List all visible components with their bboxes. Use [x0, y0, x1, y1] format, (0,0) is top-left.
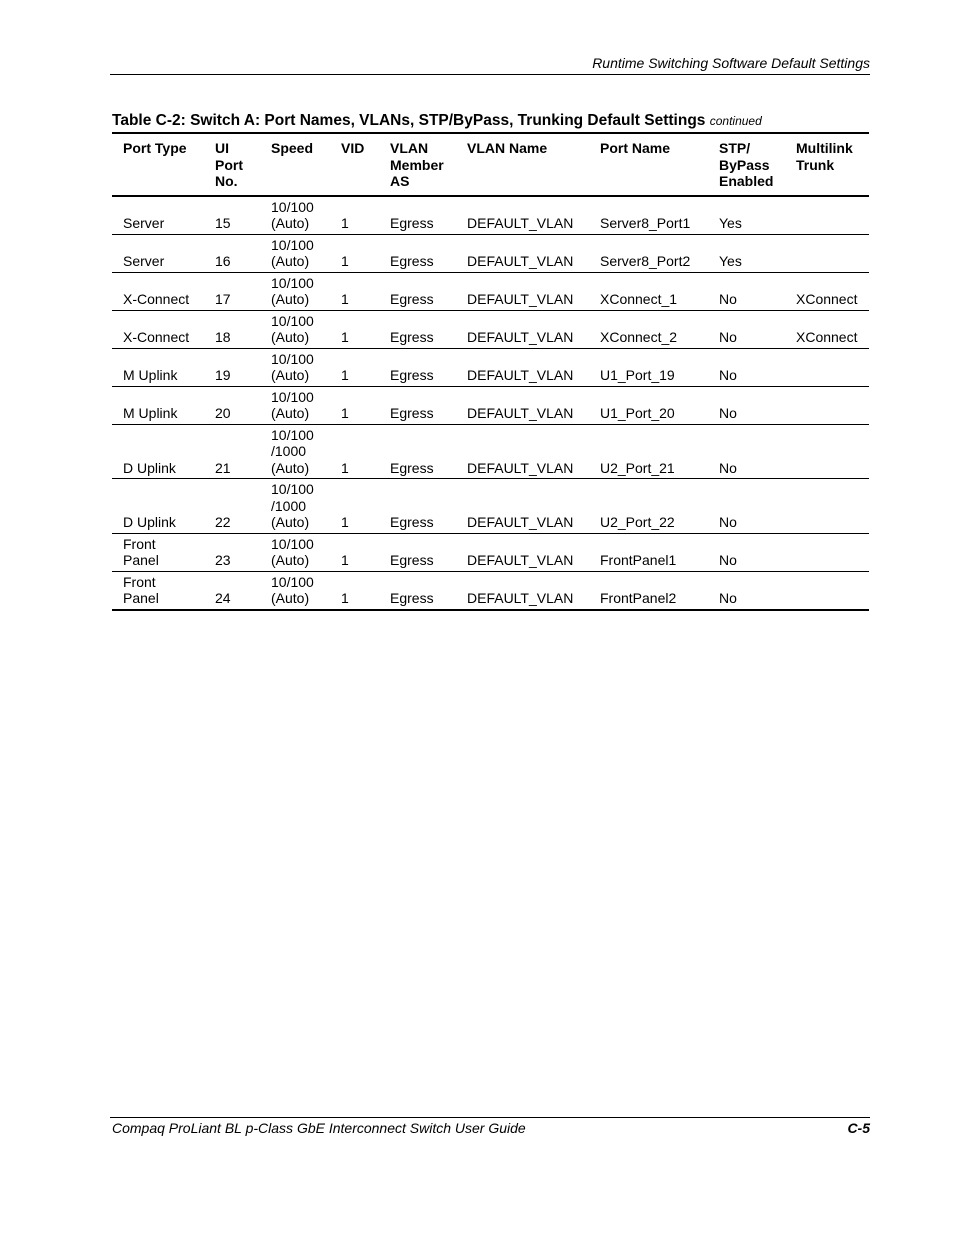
- cell-multilink-trunk: [796, 424, 869, 479]
- cell-port-name: U1_Port_19: [600, 348, 719, 386]
- cell-ui-port-no: 19: [215, 348, 271, 386]
- cell-port-name: FrontPanel1: [600, 533, 719, 571]
- cell-multilink-trunk: [796, 533, 869, 571]
- cell-speed: 10/100 (Auto): [271, 234, 341, 272]
- column-header-ui-port-no: UI Port No.: [215, 133, 271, 196]
- cell-multilink-trunk: [796, 348, 869, 386]
- cell-port-type: X-Connect: [112, 272, 215, 310]
- cell-speed: 10/100 (Auto): [271, 272, 341, 310]
- cell-stp-bypass-enabled: Yes: [719, 234, 796, 272]
- cell-ui-port-no: 15: [215, 196, 271, 235]
- cell-speed: 10/100 (Auto): [271, 573, 314, 606]
- cell-vlan-member-as: Egress: [390, 196, 467, 235]
- table-row: [112, 571, 869, 610]
- cell-vlan-member-as: Egress: [390, 272, 467, 310]
- cell-vid: 1: [341, 386, 390, 424]
- cell-ui-port-no: 21: [215, 424, 271, 479]
- table-row: [112, 196, 869, 235]
- cell-vlan-name: DEFAULT_VLAN: [467, 386, 600, 424]
- cell-stp-bypass-enabled: No: [719, 272, 796, 310]
- cell-vlan-member-as: Egress: [390, 424, 467, 479]
- cell-speed: 10/100 /1000 (Auto): [271, 479, 341, 534]
- cell-port-name: U1_Port_20: [600, 386, 719, 424]
- column-header-port-name: Port Name: [600, 133, 719, 196]
- cell-vlan-member-as: Egress: [390, 533, 467, 571]
- cell-vid: 1: [341, 533, 390, 571]
- cell-stp-bypass-enabled: No: [719, 479, 796, 534]
- cell-port-type: M Uplink: [112, 386, 215, 424]
- cell-speed: 10/100 (Auto): [271, 310, 341, 348]
- cell-port-type: Server: [112, 234, 215, 272]
- table-caption: [112, 112, 872, 130]
- cell-speed: 10/100 (Auto): [271, 196, 341, 235]
- cell-stp-bypass-enabled: No: [719, 310, 796, 348]
- cell-vid: 1: [341, 196, 390, 235]
- cell-vid: 1: [341, 424, 390, 479]
- cell-stp-bypass-enabled: No: [719, 348, 796, 386]
- cell-port-name: U2_Port_21: [600, 424, 719, 479]
- header-divider: [110, 74, 870, 75]
- port-settings-table: [112, 132, 869, 611]
- cell-port-name: XConnect_2: [600, 310, 719, 348]
- cell-multilink-trunk: [796, 386, 869, 424]
- cell-stp-bypass-enabled: No: [719, 590, 737, 606]
- cell-vlan-name: DEFAULT_VLAN: [467, 533, 600, 571]
- cell-port-type: D Uplink: [112, 479, 215, 534]
- cell-ui-port-no: 18: [215, 310, 271, 348]
- table-row: [112, 533, 869, 571]
- cell-stp-bypass-enabled: Yes: [719, 196, 796, 235]
- cell-speed: 10/100 (Auto): [271, 533, 341, 571]
- cell-vlan-name: DEFAULT_VLAN: [467, 590, 574, 606]
- cell-port-type: D Uplink: [112, 424, 215, 479]
- footer-page-number: C-5: [847, 1120, 870, 1136]
- cell-port-type: Front Panel: [123, 573, 159, 606]
- table-row: [112, 386, 869, 424]
- cell-port-name: U2_Port_22: [600, 479, 719, 534]
- cell-vlan-name: DEFAULT_VLAN: [467, 479, 600, 534]
- table-caption-continued: continued: [709, 114, 762, 128]
- cell-vlan-member-as: Egress: [390, 590, 434, 606]
- table-header-row: [112, 133, 869, 196]
- cell-vid: 1: [341, 590, 349, 606]
- table-row: [112, 272, 869, 310]
- cell-vlan-name: DEFAULT_VLAN: [467, 196, 600, 235]
- cell-vid: 1: [341, 234, 390, 272]
- cell-speed: 10/100 (Auto): [271, 386, 341, 424]
- cell-vid: 1: [341, 479, 390, 534]
- cell-stp-bypass-enabled: No: [719, 386, 796, 424]
- cell-ui-port-no: 16: [215, 234, 271, 272]
- table-row: [112, 310, 869, 348]
- cell-vlan-name: DEFAULT_VLAN: [467, 234, 600, 272]
- table-row: [112, 234, 869, 272]
- column-header-vlan-name: VLAN Name: [467, 133, 600, 196]
- cell-port-name: XConnect_1: [600, 272, 719, 310]
- cell-port-type: Front Panel: [112, 533, 215, 571]
- cell-port-type: Server: [112, 196, 215, 235]
- column-header-multilink-trunk: Multilink Trunk: [796, 133, 869, 196]
- cell-stp-bypass-enabled: No: [719, 533, 796, 571]
- cell-vid: 1: [341, 348, 390, 386]
- column-header-vid: VID: [341, 133, 390, 196]
- cell-stp-bypass-enabled: No: [719, 424, 796, 479]
- column-header-vlan-member-as: VLAN Member AS: [390, 133, 467, 196]
- cell-ui-port-no: 23: [215, 533, 271, 571]
- cell-vlan-member-as: Egress: [390, 479, 467, 534]
- cell-vlan-name: DEFAULT_VLAN: [467, 272, 600, 310]
- footer-divider: [110, 1117, 870, 1118]
- cell-port-name: Server8_Port1: [600, 196, 719, 235]
- cell-ui-port-no: 20: [215, 386, 271, 424]
- column-header-port-type: Port Type: [112, 133, 215, 196]
- cell-vlan-member-as: Egress: [390, 310, 467, 348]
- table-row: [112, 424, 869, 479]
- cell-multilink-trunk: [796, 571, 869, 610]
- table-row: [112, 479, 869, 534]
- cell-ui-port-no: 17: [215, 272, 271, 310]
- cell-vlan-name: DEFAULT_VLAN: [467, 310, 600, 348]
- cell-multilink-trunk: [796, 234, 869, 272]
- cell-vlan-name: DEFAULT_VLAN: [467, 424, 600, 479]
- cell-multilink-trunk: XConnect: [796, 310, 869, 348]
- cell-port-name: FrontPanel2: [600, 590, 677, 606]
- cell-vlan-member-as: Egress: [390, 234, 467, 272]
- table-caption-title: Table C-2: Switch A: Port Names, VLANs, STP/ByPass, Trunking Default Settings: [112, 112, 706, 129]
- cell-speed: 10/100 (Auto): [271, 348, 341, 386]
- column-header-stp-bypass-enabled: STP/ ByPass Enabled: [719, 133, 796, 196]
- cell-multilink-trunk: XConnect: [796, 272, 869, 310]
- cell-port-name: Server8_Port2: [600, 234, 719, 272]
- cell-speed: 10/100 /1000 (Auto): [271, 424, 341, 479]
- cell-vlan-member-as: Egress: [390, 386, 467, 424]
- cell-vlan-name: DEFAULT_VLAN: [467, 348, 600, 386]
- cell-vlan-member-as: Egress: [390, 348, 467, 386]
- cell-ui-port-no: 24: [215, 590, 231, 606]
- cell-port-type: X-Connect: [112, 310, 215, 348]
- cell-vid: 1: [341, 310, 390, 348]
- running-header: Runtime Switching Software Default Settings: [592, 55, 870, 71]
- cell-multilink-trunk: [796, 196, 869, 235]
- column-header-speed: Speed: [271, 133, 341, 196]
- cell-multilink-trunk: [796, 479, 869, 534]
- cell-vid: 1: [341, 272, 390, 310]
- cell-ui-port-no: 22: [215, 479, 271, 534]
- table-body: [112, 196, 869, 610]
- table-row: [112, 348, 869, 386]
- cell-port-type: M Uplink: [112, 348, 215, 386]
- footer-book-title: Compaq ProLiant BL p-Class GbE Interconnect Switch User Guide: [112, 1120, 526, 1136]
